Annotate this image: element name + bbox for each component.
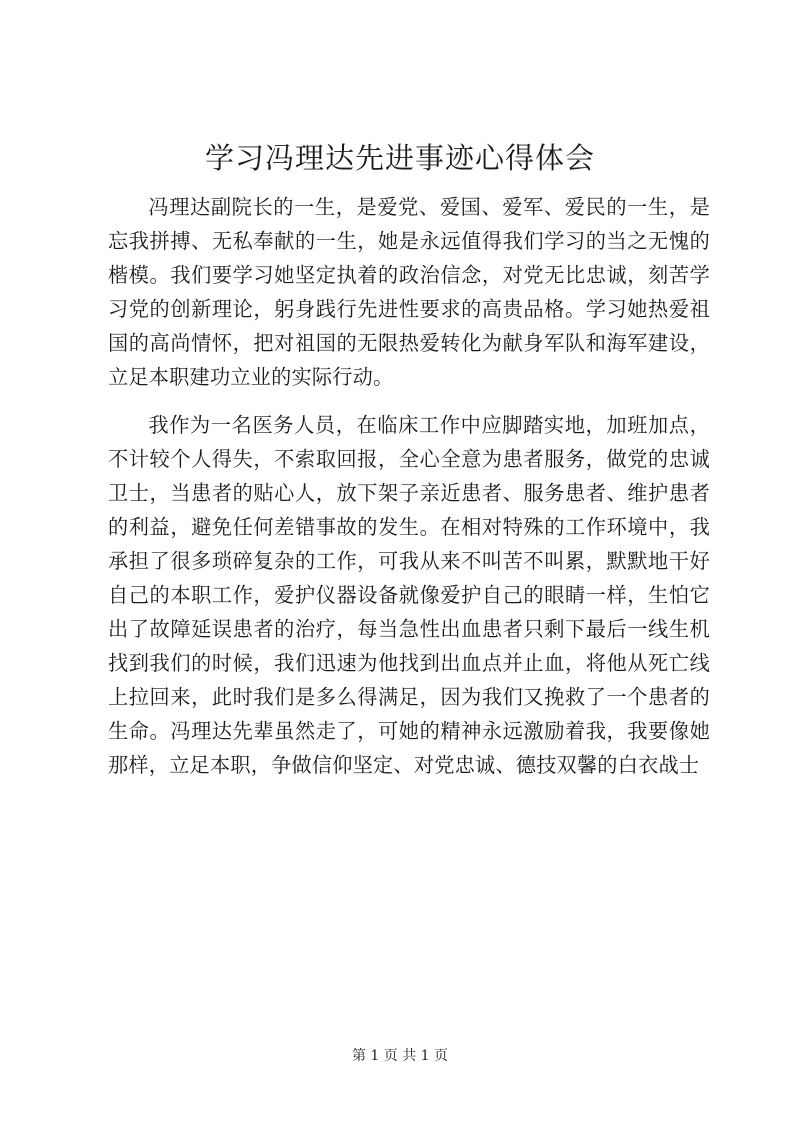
paragraph-1: 冯理达副院长的一生，是爱党、爱国、爱军、爱民的一生，是忘我拼搏、无私奉献的一生，她是永远值得我们学习的当之无愧的楷模。我们要学习她坚定执着的政治信念，对党无比忠诚，刻苦学习党的创新理论，躬身践行先进性要求的高贵品格。学习她热爱祖国的高尚情怀，把对祖国的无限热爱转化为献身军队和海军建设，立足本职建功立业的实际行动。 xyxy=(108,195,710,389)
document-body xyxy=(108,190,710,782)
paragraph-2: 我作为一名医务人员，在临床工作中应脚踏实地，加班加点，不计较个人得失，不索取回报，全心全意为患者服务，做党的忠诚卫士，当患者的贴心人，放下架子亲近患者、服务患者、维护患者的利益，避免任何差错事故的发生。在相对特殊的工作环境中，我承担了很多琐碎复杂的工作，可我从来不叫苦不叫累，默默地干好自己的本职工作，爱护仪器设备就像爱护自己的眼睛一样，生怕它出了故障延误患者的治疗，每当急性出血患者只剩下最后一线生机找到我们的时候，我们迅速为他找到出血点并止血，将他从死亡线上拉回来，此时我们是多么得满足，因为我们又挽救了一个患者的生命。冯理达先辈虽然走了，可她的精神永远激励着我，我要像她那样，立足本职，争做信仰坚定、对党忠诚、德技双馨的白衣战士 xyxy=(108,413,710,777)
page-number-footer: 第 1 页 共 1 页 xyxy=(351,1048,449,1064)
document-title: 学习冯理达先进事迹心得体会 xyxy=(204,141,595,175)
